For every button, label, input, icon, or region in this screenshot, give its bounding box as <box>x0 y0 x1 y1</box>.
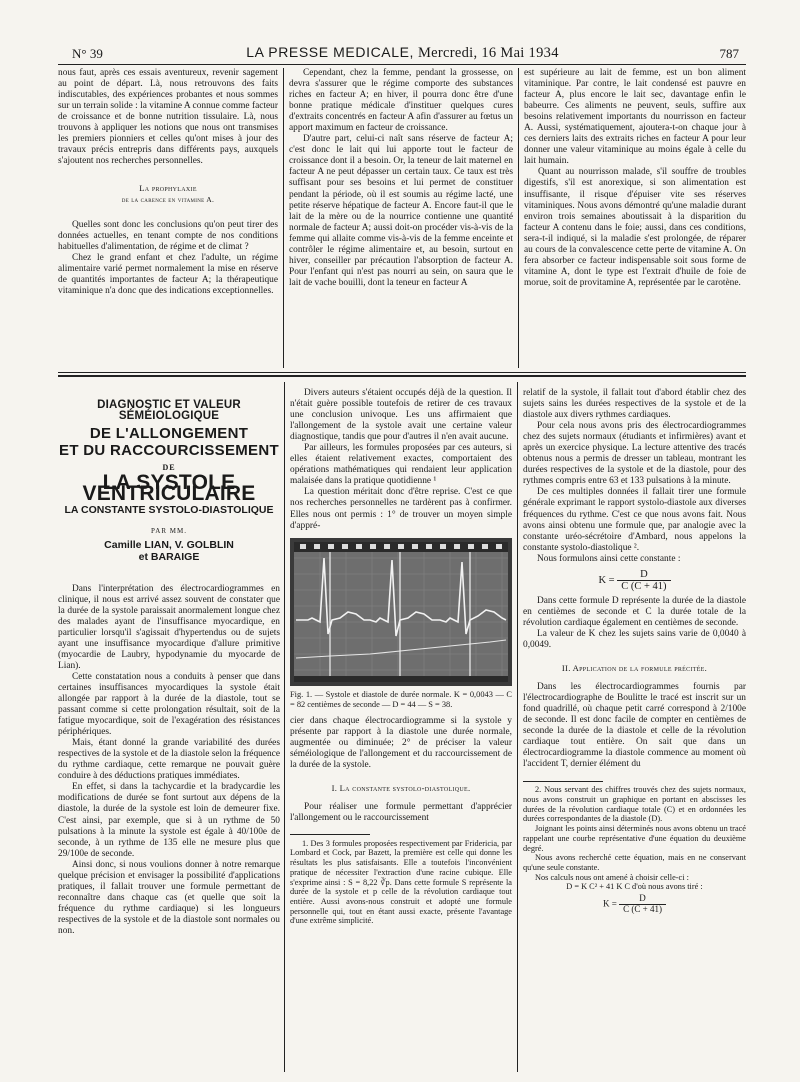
article-title-line: ET DU RACCOURCISSEMENT <box>59 442 279 460</box>
paragraph: De ces multiples données il fallait tirer une formule générale exprimant le rapport systolo-diastole aux diverses fréquences du rythme. C'est ce que nous avons fait. Nous avons ainsi obtenu une formule que, par analogie avec la constante uréo-sécrétoire d'Ambard, nous appelons la constante systolo-diastolique ². <box>523 487 746 553</box>
footnote-rule <box>290 834 370 835</box>
paragraph: Cependant, chez la femme, pendant la grossesse, on devra s'assurer que le régime comporte des substances riches en facteur A; en hiver, il pourra donc être d'une bonne pratique médicale d'instituer quelques cures d'extraits concentrés en facteur A afin d'assurer au fœtus un apport maximum en facteur de croissance. <box>289 68 513 134</box>
paragraph: Par ailleurs, les formules proposées par ces auteurs, si elles étaient relativement exactes, comportaient des opérations mathématiques qui rendaient leur application malaisée dans la pratique quotidienne ¹ <box>290 443 512 487</box>
footnote-text: Nous avons recherché cette équation, mais en ne conservant qu'une seule constante. <box>523 853 746 872</box>
paragraph: Quant au nourrisson malade, s'il souffre de troubles digestifs, s'il est anorexique, si son alimentation est insuffisante, il risque d'épuiser vite ses réserves vitaminiques. Nous avons démontré qu'une maladie durant environ trois semaines aboutissait à la disparition du facteur A contenu dans le foie; aussi, dans ces conditions, sera-t-il indiqué, si la maladie s'est prolongée, de réparer au cours de la convalescence cette perte de vitamine A. On fera absorber ce facteur indispensable soit sous forme de vitamine A, dont le type est l'extrait d'huile de foie de morue, soit de provitamine A, représentée par le carotène. <box>524 167 746 288</box>
publication-name: LA PRESSE MEDICALE, <box>246 44 415 60</box>
section-subheading: de la carence en vitamine A. <box>121 195 215 205</box>
section-heading: La prophylaxie <box>139 183 197 194</box>
paragraph: Mais, étant donné la grande variabilité des durées respectives de la systole et de la diastole selon la fréquence du rythme cardiaque, cette remarque ne pouvait guère conduire à des déductions pratiques immédiates. <box>58 738 280 782</box>
paragraph: La valeur de K chez les sujets sains varie de 0,0040 à 0,0049. <box>523 628 746 651</box>
paragraph: Divers auteurs s'étaient occupés déjà de la question. Il n'était guère possible toutefois de retirer de ces travaux une conclusion univoque. Les uns affirmaient que l'allongement de la systole avait une certaine valeur diagnostique, tandis que pour d'autres il n'en avait aucune. <box>290 388 512 443</box>
paragraph: Nous formulons ainsi cette constante : <box>537 553 681 564</box>
footnote-formula <box>523 894 746 914</box>
paragraph: Dans l'interprétation des électrocardiogrammes en clinique, il nous est arrivé assez souvent de constater que la durée de la systole paraissait anormalement longue chez des malades ayant de l'insuffisance myocardique, en particulier lorsqu'il s'agissait d'hypertendus ou de sujets ayant une insuffisance myocardique d'allure primitive (myocardie de Laubry, hypodynamie du myocarde de Lian). <box>58 583 280 671</box>
ecg-trace-image <box>290 538 512 686</box>
byline-prefix: PAR MM. <box>151 527 187 536</box>
issue-date: Mercredi, 16 Mai 1934 <box>417 45 559 61</box>
authors-line: Camille LIAN, V. GOLBLIN <box>104 539 234 552</box>
paragraph: nous faut, après ces essais aventureux, revenir sagement au point de départ. Là, nous retrouvons des faits indiscutables, des expériences probantes et nous sommes sur un terrain solide : la vitamine A connue comme facteur de croissance et de bonne nutrition tissulaire. Là, nous trouvons à appliquer les notions que nous ont transmises les premiers pionniers et celles qu'ont mises à jour des travaux précis entrepris dans différents pays, auxquels s'ajoutent nos recherches personnelles. <box>58 68 278 167</box>
formula-numerator: D <box>617 569 670 581</box>
paragraph: La question méritait donc d'être reprise. C'est ce que nos recherches personnelles ne tardèrent pas à confirmer. Elles nous ont permis : 1° de trouver un moyen simple d'appré- <box>290 487 512 531</box>
paragraph: Dans cette formule D représente la durée de la diastole en centièmes de seconde et C la durée totale de la révolution cardiaque également en centièmes de seconde. <box>523 595 746 628</box>
paragraph: Cette constatation nous a conduits à penser que dans certaines insuffisances myocardiques la systole était allongée par rapport à la durée de la diastole, tout se passant comme si cette prolongation résultait, soit de la fatigue myocardique, soit de l'exagération des résistances périphériques. <box>58 671 280 738</box>
footnote-equation: D = K C² + 41 K C d'où nous avons tiré : <box>566 882 703 892</box>
paragraph: Ainsi donc, si nous voulions donner à notre remarque quelque précision et envisager la possibilité d'applications pratiques, il fallait trouver une formule permettant de reconnaître dans chaque cas (et quelle que soit la fréquence du rythme cardiaque) si les longueurs respectives de la systole et de la diastole sont normales ou non. <box>58 859 280 936</box>
formula-fraction <box>619 894 666 914</box>
article-main-title: LA SYSTOLE VENTRICULAIRE <box>82 471 256 506</box>
masthead <box>60 44 745 62</box>
article-body-col1 <box>58 584 280 938</box>
article-column-2 <box>290 388 512 926</box>
section-heading: II. Application de la formule précitée. <box>561 663 708 674</box>
paragraph: est supérieure au lait de femme, est un bon aliment vitaminique. Par contre, le lait condensé est pauvre en facteur A, plus encore le lait sec, davantage enfin le babeurre. Ces aliments ne peuvent, seuls, suffire aux besoins relativement importants du nourrisson en facteur A. Aussi, systématiquement, ajoutera-t-on chaque jour à ces derniers laits des extraits riches en facteur A pour leur donner une valeur vitaminique au moins égale à celle du lait humain. <box>524 68 746 167</box>
column-divider <box>284 382 285 1072</box>
article-title-line: DE L'ALLONGEMENT <box>89 425 249 443</box>
section-rule-top <box>58 372 746 373</box>
article-title-line: DIAGNOSTIC ET VALEUR SÉMÉIOLOGIQUE <box>97 399 241 423</box>
formula-denominator: C (C + 41) <box>621 580 667 592</box>
paragraph: Quelles sont donc les conclusions qu'on peut tirer des données actuelles, en tenant compte de nos conditions habituelles d'alimentation, de régime et de climat ? <box>58 219 278 252</box>
article-column-3 <box>523 388 746 916</box>
column-divider <box>518 68 519 368</box>
paragraph: En effet, si dans la tachycardie et la bradycardie les modifications de durée se font surtout aux dépens de la diastole, la durée de la systole est loin de demeurer fixe. C'est ainsi, par exemple, que si à un rythme de 50 pulsations à la minute la systole est égale à 40/100e de seconde, à un rythme de 135 elle ne mesure plus que 29/100e de seconde. <box>58 782 280 859</box>
figure-caption: Fig. 1. — Systole et diastole de durée normale. K = 0,0043 — C = 82 centièmes de seconde — D = 44 — S = 38. <box>290 689 512 709</box>
page-number: 787 <box>719 46 739 61</box>
formula-denominator: C (C + 41) <box>623 903 662 914</box>
formula-constant <box>523 569 746 592</box>
paragraph: Dans les électrocardiogrammes fournis par l'électrocardiographe de Boulitte le tracé est inscrit sur un fond quadrillé, où chaque petit carré correspond à 2/100e de seconde. Il est donc facile de compter en centièmes de seconde la durée de la diastole et celle de la révolution cardiaque tout entière. On sait que dans un électrocardiogramme la diastole commence au moment où l'accident T, dernier élément du <box>523 682 746 770</box>
section-rule-bottom <box>58 375 746 377</box>
footnote-rule <box>523 781 603 782</box>
formula-numerator: D <box>619 894 666 905</box>
paragraph: D'autre part, celui-ci naît sans réserve de facteur A; c'est donc le lait qui lui apporte tout le facteur de croissance dont il a besoin. Or, la teneur de lait maternel en facteur A ne peut dépasser un certain taux. Ce taux est très suffisant pour ses besoins et lui permet de constituer pendant la période, où il est soumis au régime lacté, une petite réserve hépatique de facteur A. Encore faut-il que le lait de la mère ou de la nourrice contienne une quantité normale de facteur A; aussi doit-on procéder vis-à-vis de la femme qui allaite comme vis-à-vis de la femme enceinte et contrôler le régime alimentaire et, au besoin, surtout en hiver, conseiller par précaution l'absorption de facteur A. Pour l'enfant qui n'est pas nourri au sein, on saura que le lait de vache bouilli, dont la teneur en facteur A <box>289 134 513 288</box>
ecg-figure <box>290 538 512 686</box>
article-title-block <box>58 400 280 564</box>
column-divider <box>517 382 518 1072</box>
top-column-1 <box>58 68 278 297</box>
article-subtitle: LA CONSTANTE SYSTOLO-DIASTOLIQUE <box>64 504 274 517</box>
column-divider <box>283 68 284 368</box>
top-column-3 <box>524 68 746 289</box>
paragraph: relatif de la systole, il fallait tout d'abord établir chez des sujets sains les durées respectives de la systole et de la diastole aux divers rythmes cardiaques. <box>523 388 746 421</box>
footnote-text: Joignant les points ainsi déterminés nous avons obtenu un tracé rappelant une courbe représentative d'une équation du deuxième degré. <box>523 824 746 853</box>
formula-lhs: K = <box>603 898 617 909</box>
footnote-2 <box>523 785 746 914</box>
article-column-1 <box>58 400 280 937</box>
footnote-text: Nos calculs nous ont amené à choisir celle-ci : <box>535 872 689 882</box>
footnote-1 <box>290 839 512 926</box>
footnote-text: 1. Des 3 formules proposées respectivement par Fridericia, par Lombard et Cock, par Bazett, la première est celle qui donne les résultats les plus satisfaisants. Elle a toutefois l'inconvénient pratique de nécessiter l'extraction d'une racine cubique. Elle s'exprime ainsi : S = 8,22 ∛p. Dans cette formule S représente la durée de la systole et p celle de la révolution cardiaque tout entière. Aussi avons-nous construit et adopté une formule personnelle qui, tout en étant aussi exacte, présente l'avantage d'une extrême simplicité. <box>290 838 512 926</box>
paragraph: Pour cela nous avons pris des électrocardiogrammes chez des sujets normaux (étudiants et infirmières) avant et après un exercice physique. La lecture attentive des tracés obtenus nous a permis de dresser un tableau, montrant les durées respectives de la systole et de la diastole, pour des rythmes compris entre 63 et 133 pulsations à la minute. <box>523 421 746 487</box>
section-heading: I. La constante systolo-diastolique. <box>331 782 471 793</box>
paragraph: cier dans chaque électrocardiogramme si la systole y présente par rapport à la diastole une durée normale, augmentée ou diminuée; 2° de préciser la valeur séméiologique de l'allongement et du raccourcissement de la durée de la systole. <box>290 715 512 770</box>
formula-fraction <box>617 569 670 592</box>
paragraph: Chez le grand enfant et chez l'adulte, un régime alimentaire varié permet normalement la mise en réserve de quantités importantes de facteur A; la thérapeutique vitaminique n'a donc que des indications exceptionnelles. <box>58 252 278 296</box>
formula-lhs: K = <box>598 574 615 586</box>
article-title-line: DE <box>162 463 176 473</box>
page-header <box>60 44 745 66</box>
issue-number: N° 39 <box>72 46 103 61</box>
paragraph: Pour réaliser une formule permettant d'apprécier l'allongement ou le raccourcissement <box>290 801 512 823</box>
footnote-text: 2. Nous servant des chiffres trouvés chez des sujets normaux, nous avons construit un graphique en portant en abscisses les durées de la révolution cardiaque totale (C) et en ordonnées les durées correspondantes de la diastole (D). <box>523 785 746 824</box>
authors-line: et BARAIGE <box>138 551 200 564</box>
top-column-2 <box>289 68 513 289</box>
header-rule <box>58 64 746 65</box>
